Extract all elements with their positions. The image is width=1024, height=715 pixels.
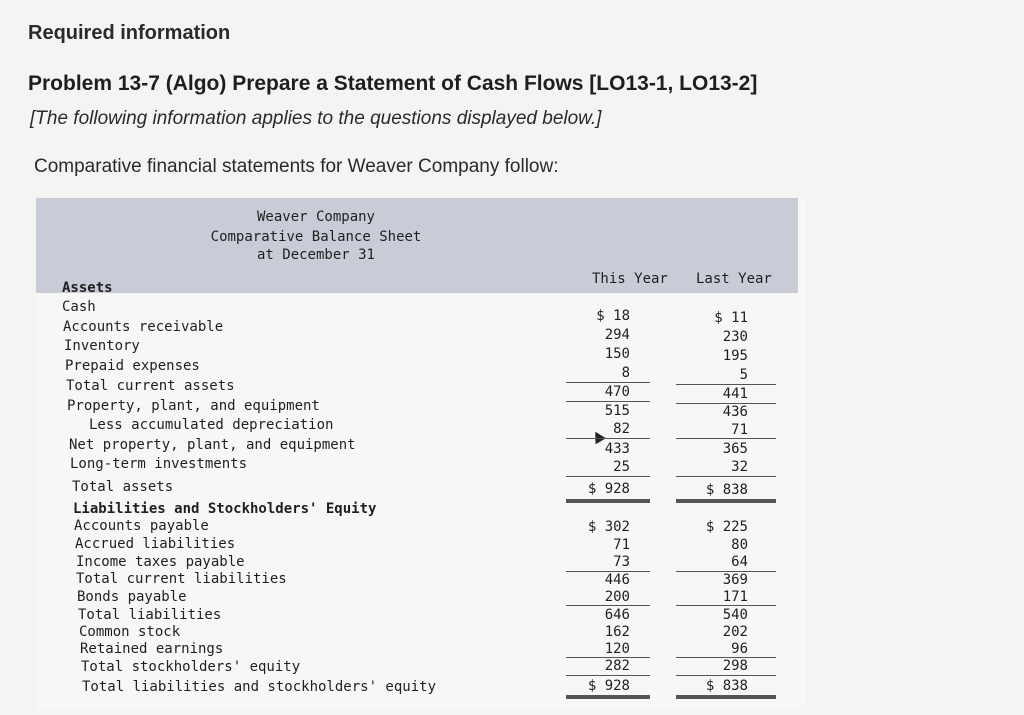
rule-current-assets-this-year [566, 382, 650, 383]
rule-before-grand-total-last-year [676, 675, 776, 676]
accrued-liabilities-last-year: 80 [731, 537, 748, 553]
row-label-total-stockholders-equity: Total stockholders' equity [81, 659, 301, 675]
row-label-accrued-liabilities: Accrued liabilities [75, 536, 236, 552]
double-rule-total-assets-this-year [566, 499, 650, 503]
problem-note: [The following information applies to the questions displayed below.] [30, 108, 602, 129]
total-assets-last-year: $ 838 [705, 482, 748, 498]
total-liabilities-equity-this-year: $ 928 [587, 678, 630, 694]
prepaid-expenses-this-year: 8 [621, 365, 630, 381]
row-label-common-stock: Common stock [79, 624, 181, 640]
rule-current-assets-last-year [676, 384, 776, 385]
row-label-retained-earnings: Retained earnings [80, 641, 224, 657]
row-label-accounts-payable: Accounts payable [74, 518, 209, 534]
ppe-last-year: 436 [722, 404, 748, 420]
rule-bonds-this-year [566, 605, 650, 606]
accounts-receivable-last-year: 230 [722, 329, 748, 345]
accumulated-depreciation-last-year: 71 [731, 422, 748, 438]
row-label-total-current-assets: Total current assets [66, 378, 235, 394]
total-liabilities-this-year: 646 [604, 607, 630, 623]
bonds-payable-this-year: 200 [604, 589, 630, 605]
total-assets-this-year: $ 928 [587, 481, 630, 497]
accrued-liabilities-this-year: 71 [613, 537, 630, 553]
accounts-payable-this-year: $ 302 [587, 519, 630, 535]
row-label-total-current-liabilities: Total current liabilities [76, 571, 287, 587]
total-liabilities-equity-last-year: $ 838 [705, 678, 748, 694]
bonds-payable-last-year: 171 [722, 589, 748, 605]
retained-earnings-this-year: 120 [604, 641, 630, 657]
income-taxes-payable-this-year: 73 [613, 554, 630, 570]
row-label-total-assets: Total assets [72, 479, 174, 495]
net-ppe-this-year: 433 [604, 441, 630, 457]
rule-after-current-assets-this-year [566, 401, 650, 402]
company-name: Weaver Company [256, 209, 375, 225]
inventory-this-year: 150 [604, 346, 630, 362]
intro-text: Comparative financial statements for Weaver Company follow: [34, 156, 559, 177]
row-label-inventory: Inventory [64, 338, 140, 354]
section-assets: Assets [62, 280, 113, 296]
column-header-this-year: This Year [592, 271, 668, 287]
rule-before-grand-total-this-year [566, 675, 650, 676]
ppe-this-year: 515 [604, 403, 630, 419]
cash-this-year: $ 18 [596, 308, 630, 324]
accounts-receivable-this-year: 294 [604, 327, 630, 343]
row-label-net-ppe: Net property, plant, and equipment [69, 437, 356, 453]
net-ppe-last-year: 365 [722, 441, 748, 457]
rule-before-total-assets-last-year [676, 476, 776, 477]
common-stock-last-year: 202 [722, 624, 748, 640]
statement-title: Comparative Balance Sheet [210, 229, 422, 245]
row-label-long-term-investments: Long-term investments [70, 456, 248, 472]
rule-before-total-assets-this-year [566, 476, 650, 477]
total-current-assets-this-year: 470 [604, 384, 630, 400]
common-stock-this-year: 162 [604, 624, 630, 640]
row-label-accounts-receivable: Accounts receivable [63, 319, 224, 335]
retained-earnings-last-year: 96 [731, 641, 748, 657]
total-stockholders-equity-last-year: 298 [722, 658, 748, 674]
total-liabilities-last-year: 540 [722, 607, 748, 623]
row-label-cash: Cash [62, 299, 96, 315]
total-current-assets-last-year: 441 [722, 386, 748, 402]
row-label-income-taxes-payable: Income taxes payable [76, 554, 245, 570]
balance-sheet [36, 198, 806, 710]
double-rule-total-assets-last-year [676, 499, 776, 503]
long-term-investments-last-year: 32 [731, 459, 748, 475]
double-rule-grand-total-last-year [676, 695, 776, 699]
accounts-payable-last-year: $ 225 [705, 519, 748, 535]
problem-title: Problem 13-7 (Algo) Prepare a Statement of Cash Flows [LO13-1, LO13-2] [28, 72, 758, 95]
statement-date: at December 31 [256, 247, 375, 263]
rule-depreciation-last-year [676, 438, 776, 439]
row-label-total-liabilities-equity: Total liabilities and stockholders' equity [82, 679, 437, 695]
prepaid-expenses-last-year: 5 [739, 367, 748, 383]
row-label-accumulated-depreciation: Less accumulated depreciation [89, 417, 334, 433]
section-liabilities-equity: Liabilities and Stockholders' Equity [73, 501, 377, 517]
total-current-liabilities-this-year: 446 [604, 572, 630, 588]
required-information-heading: Required information [28, 22, 231, 44]
row-label-total-liabilities: Total liabilities [78, 607, 222, 623]
rule-bonds-last-year [676, 605, 776, 606]
total-current-liabilities-last-year: 369 [722, 572, 748, 588]
inventory-last-year: 195 [722, 348, 748, 364]
accumulated-depreciation-this-year: 82 [613, 421, 630, 437]
cash-last-year: $ 11 [714, 310, 748, 326]
long-term-investments-this-year: 25 [613, 459, 630, 475]
row-label-ppe: Property, plant, and equipment [67, 398, 320, 414]
double-rule-grand-total-this-year [566, 695, 650, 699]
income-taxes-payable-last-year: 64 [731, 554, 748, 570]
total-stockholders-equity-this-year: 282 [604, 658, 630, 674]
row-label-prepaid-expenses: Prepaid expenses [65, 358, 200, 374]
row-label-bonds-payable: Bonds payable [77, 589, 187, 605]
rule-depreciation-this-year [566, 438, 650, 439]
column-header-last-year: Last Year [696, 271, 772, 287]
